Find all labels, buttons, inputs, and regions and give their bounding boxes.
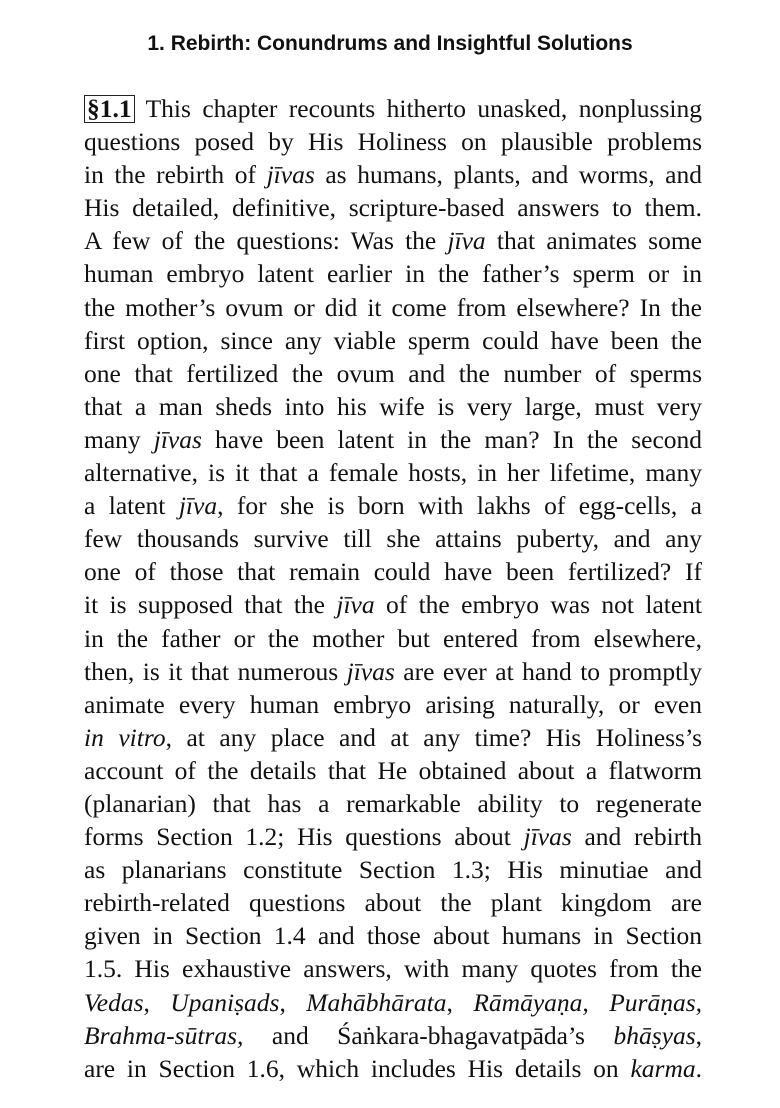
text-segment: and rebirth [571,822,702,852]
text-line [84,357,702,390]
text-segment: first option, since any viable sperm could have been the [84,325,702,355]
text-segment: then, is it that numerous [84,656,347,686]
text-segment: A few of the questions: Was the [84,226,448,256]
text-segment: (planarian) that has a remarkable ability to regenerate [84,788,702,818]
text-line [84,1052,702,1085]
text-line [84,489,702,522]
italic-term: Vedas [84,987,144,1017]
text-segment: , [279,987,307,1017]
text-segment: in the rebirth of [84,160,267,190]
text-segment: of the embryo was not latent [374,590,703,620]
italic-term: Rāmāyaṇa, Purāṇas, [473,987,703,1017]
text-line [84,886,702,919]
italic-term: jīvas [266,160,315,190]
text-line [84,1019,702,1052]
text-line [84,721,702,754]
text-line [84,787,702,820]
italic-term: jīvas [523,822,572,852]
italic-term: jīvas [153,424,202,454]
text-segment: , [695,1020,702,1050]
text-line [84,919,702,952]
text-line [84,257,702,290]
text-line [84,986,702,1019]
text-segment: account of the details that He obtained about a flatworm [84,755,702,785]
text-segment: , [446,987,474,1017]
text-segment: that animates some [485,226,702,256]
text-segment: have been latent in the man? In the second [201,424,703,454]
italic-term: in vitro [84,722,166,752]
italic-term: jīvas [346,656,395,686]
text-segment: animate every human embryo arising naturally, or even [84,689,702,719]
chapter-title: 1. Rebirth: Conundrums and Insightful Solutions [147,32,633,55]
text-segment: given in Section 1.4 and those about humans in Section [84,921,702,951]
italic-term: Mahābhārata [306,987,447,1017]
text-segment: and Śaṅkara-bhagavatpāda’s [243,1020,614,1050]
text-line [84,423,702,456]
italic-term: karma [630,1053,696,1083]
text-segment: many [84,424,154,454]
text-segment: are in Section 1.6, which includes His details on [84,1053,631,1083]
text-segment: questions posed by His Holiness on plausible problems [84,127,702,157]
text-line [84,555,702,588]
italic-term: bhāṣyas [613,1020,696,1050]
text-segment: that a man sheds into his wife is very large, must very [84,391,702,421]
text-line [84,820,702,853]
text-segment: one of those that remain could have been fertilized? If [84,557,702,587]
text-line [84,952,702,985]
text-line [84,522,702,555]
text-segment: one that fertilized the ovum and the number of sperms [84,358,702,388]
text-segment: alternative, is it that a female hosts, in her lifetime, many [84,458,702,488]
text-segment: . [695,1053,702,1083]
text-line [84,92,702,125]
text-line [84,588,702,621]
text-line [84,291,702,324]
section-number-badge: §1.1 [84,95,135,123]
text-segment: are ever at hand to promptly [394,656,702,686]
italic-term: Brahma-sūtras, [84,1020,244,1050]
text-line [84,622,702,655]
text-line [84,191,702,224]
text-line [84,158,702,191]
text-line [84,324,702,357]
text-line [84,390,702,423]
text-segment: 1.5. His exhaustive answers, with many quotes from the [84,954,702,984]
text-segment: His detailed, definitive, scripture-based answers to them. [84,193,702,223]
text-line [84,224,702,257]
text-line [84,688,702,721]
italic-term: Upaniṣads [170,987,280,1017]
text-segment: it is supposed that the [84,590,337,620]
text-segment: the mother’s ovum or did it come from elsewhere? In the [84,292,702,322]
text-line [84,754,702,787]
text-line [84,456,702,489]
text-line [84,125,702,158]
text-segment: rebirth-related questions about the plant kingdom are [84,888,702,918]
text-segment: few thousands survive till she attains puberty, and any [84,524,702,554]
text-segment: forms Section 1.2; His questions about [84,822,524,852]
text-segment: , [143,987,171,1017]
text-segment: This chapter recounts hitherto unasked, nonplussing [134,94,702,123]
text-segment: , for she is born with lakhs of egg-cells, a [217,491,702,521]
paragraph-body [84,92,702,1085]
text-segment: , at any place and at any time? His Holiness’s [165,722,702,752]
text-segment: a latent [84,491,179,521]
text-segment: as humans, plants, and worms, and [314,160,703,190]
text-segment: as planarians constitute Section 1.3; His minutiae and [84,855,702,885]
italic-term: jīva [336,590,375,620]
italic-term: jīva [447,226,486,256]
text-line [84,655,702,688]
text-segment: in the father or the mother but entered from elsewhere, [84,623,702,653]
text-line [84,853,702,886]
text-segment: human embryo latent earlier in the father’s sperm or in [84,259,702,289]
italic-term: jīva [178,491,218,521]
